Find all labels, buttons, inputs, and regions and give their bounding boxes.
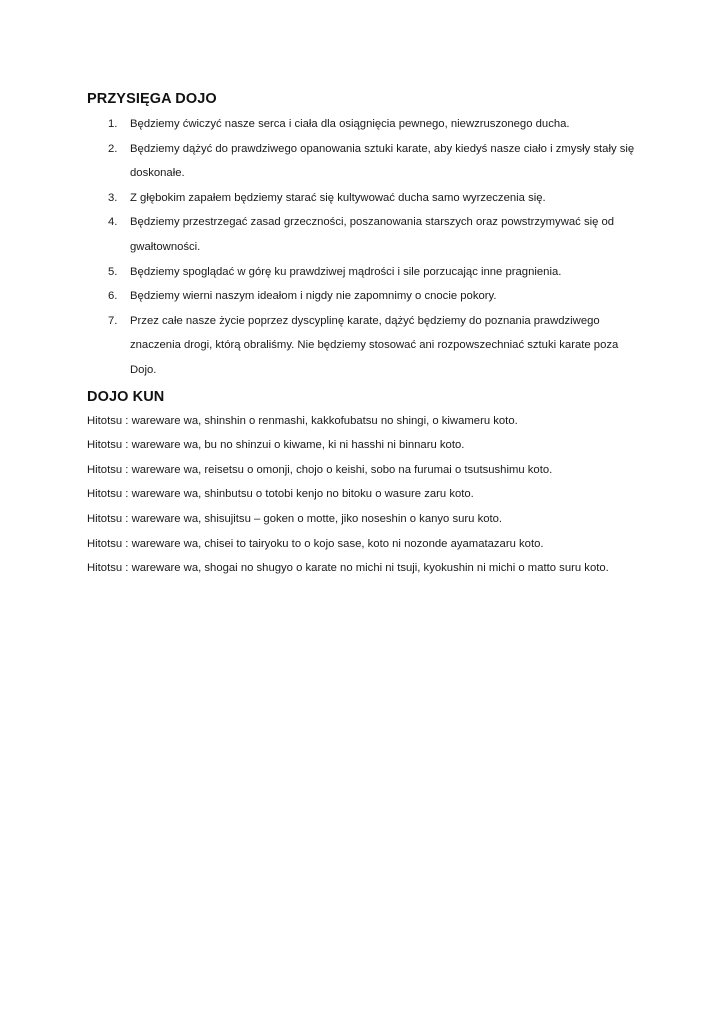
dojo-kun-line: Hitotsu : wareware wa, shogai no shugyo o karate no michi ni tsuji, kyokushin ni michi o matto suru koto. xyxy=(87,562,609,575)
oath-item xyxy=(87,284,647,309)
dojo-kun-line: Hitotsu : wareware wa, shinshin o renmashi, kakkofubatsu no shingi, o kiwameru koto. xyxy=(87,414,518,427)
dojo-kun-line: Hitotsu : wareware wa, shinbutsu o totobi kenjo no bitoku o wasure zaru koto. xyxy=(87,488,474,501)
oath-item-number: 1. xyxy=(108,118,118,130)
dojo-kun-heading: DOJO KUN xyxy=(87,388,165,405)
oath-item-text: Będziemy przestrzegać zasad grzeczności, poszanowania starszych oraz powstrzymywać się od gwałtowności. xyxy=(130,216,615,253)
oath-heading: PRZYSIĘGA DOJO xyxy=(87,91,217,107)
oath-item-number: 3. xyxy=(108,191,118,204)
oath-item-number: 5. xyxy=(108,265,118,278)
dojo-kun-line: Hitotsu : wareware wa, bu no shinzui o kiwame, ki ni hasshi ni binnaru koto. xyxy=(87,439,465,452)
oath-item-number: 2. xyxy=(108,142,118,155)
dojo-kun-line: Hitotsu : wareware wa, chisei to tairyoku to o kojo sase, koto ni nozonde ayamatazaru koto. xyxy=(87,537,544,550)
oath-item-text: Z głębokim zapałem będziemy starać się kultywować ducha samo wyrzeczenia się. xyxy=(130,191,546,204)
oath-item-text: Będziemy wierni naszym ideałom i nigdy nie zapomnimy o cnocie pokory. xyxy=(130,290,497,303)
oath-item xyxy=(87,260,647,285)
oath-list xyxy=(87,112,647,383)
oath-item-number: 6. xyxy=(108,290,118,303)
oath-item xyxy=(87,137,647,186)
oath-item-number: 7. xyxy=(108,314,118,327)
oath-item-text: Będziemy dążyć do prawdziwego opanowania sztuki karate, aby kiedyś nasze ciało i zmysły stały się doskonałe. xyxy=(130,142,635,180)
oath-item-text: Przez całe nasze życie poprzez dyscyplinę karate, dążyć będziemy do poznania prawdziwego znaczenia drogi, którą obraliśmy. Nie będziemy stosować ani rozpowszechniać sztuki karate poza Dojo. xyxy=(130,314,619,376)
dojo-kun-line: Hitotsu : wareware wa, shisujitsu – goken o motte, jiko noseshin o kanyo suru koto. xyxy=(87,512,503,525)
oath-item-text: Będziemy ćwiczyć nasze serca i ciała dla osiągnięcia pewnego, niewzruszonego ducha. xyxy=(130,118,570,130)
oath-item-text: Będziemy spoglądać w górę ku prawdziwej mądrości i sile porzucając inne pragnienia. xyxy=(130,265,562,278)
oath-item xyxy=(87,186,647,211)
document-content xyxy=(87,86,647,581)
oath-item-number: 4. xyxy=(108,216,118,229)
oath-item xyxy=(87,112,647,137)
dojo-kun-lines xyxy=(87,409,647,581)
oath-item xyxy=(87,210,647,259)
dojo-kun-line: Hitotsu : wareware wa, reisetsu o omonji, chojo o keishi, sobo na furumai o tsutsushimu koto. xyxy=(87,463,553,476)
oath-item xyxy=(87,309,647,383)
